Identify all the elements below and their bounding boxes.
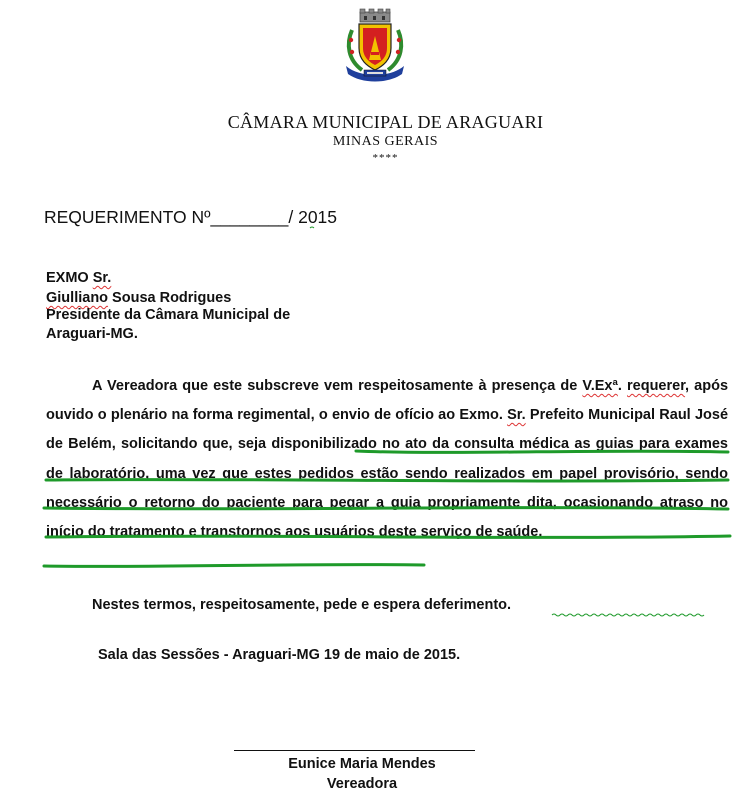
salutation-sr: Sr.	[92, 270, 112, 286]
body-dot: .	[617, 378, 627, 394]
signatory-name: Eunice Maria Mendes	[288, 756, 436, 772]
recipient-first-name: Giulliano	[46, 290, 109, 306]
recipient-role: Presidente da Câmara Municipal de	[46, 307, 291, 323]
signature-line	[234, 750, 475, 751]
state-subtitle: MINAS GERAIS	[332, 134, 439, 149]
recipient-surname: Sousa Rodrigues	[108, 290, 232, 306]
body-text-request: Prefeito Municipal Raul José de Belém, solicitando que, seja disponibilizado no ato da consulta médica as guias para exames de laboratório, uma vez que estes pedidos estão sendo realizados em papel provisório, sendo necessário o retorno do paciente para pegar a guia propriamente dita, ocasionando atraso no início do tratamento e transtornos aos usuários deste serviço de saúde.	[46, 407, 729, 541]
closing-line: Nestes termos, respeitosamente, pede e espera deferimento.	[92, 597, 512, 613]
body-vex: V.Exª	[582, 378, 618, 394]
signatory-role: Vereadora	[326, 776, 398, 792]
coat-of-arms-emblem	[342, 8, 408, 82]
highlight-line-5	[44, 565, 424, 567]
body-requerer: requerer	[627, 378, 686, 394]
recipient-city: Araguari-MG.	[46, 326, 138, 342]
body-sr: Sr.	[507, 407, 526, 424]
recipient-salutation	[46, 268, 111, 288]
salutation-exmo: EXMO	[46, 270, 93, 286]
place-and-date: Sala das Sessões - Araguari-MG 19 de maio de 2015.	[98, 647, 461, 663]
request-number-title: REQUERIMENTO Nº________/ 2015	[44, 207, 338, 227]
body-text-intro: A Vereadora que este subscreve vem respeitosamente à presença de	[92, 378, 583, 394]
body-text-middle: , após ouvido o plenário na forma regimental, o envio de ofício ao Exmo.	[46, 378, 729, 424]
closing-squiggle	[552, 614, 704, 616]
institution-title: CÂMARA MUNICIPAL DE ARAGUARI	[227, 112, 544, 132]
request-body-paragraph	[46, 372, 728, 547]
header-stars: ****	[372, 152, 399, 164]
